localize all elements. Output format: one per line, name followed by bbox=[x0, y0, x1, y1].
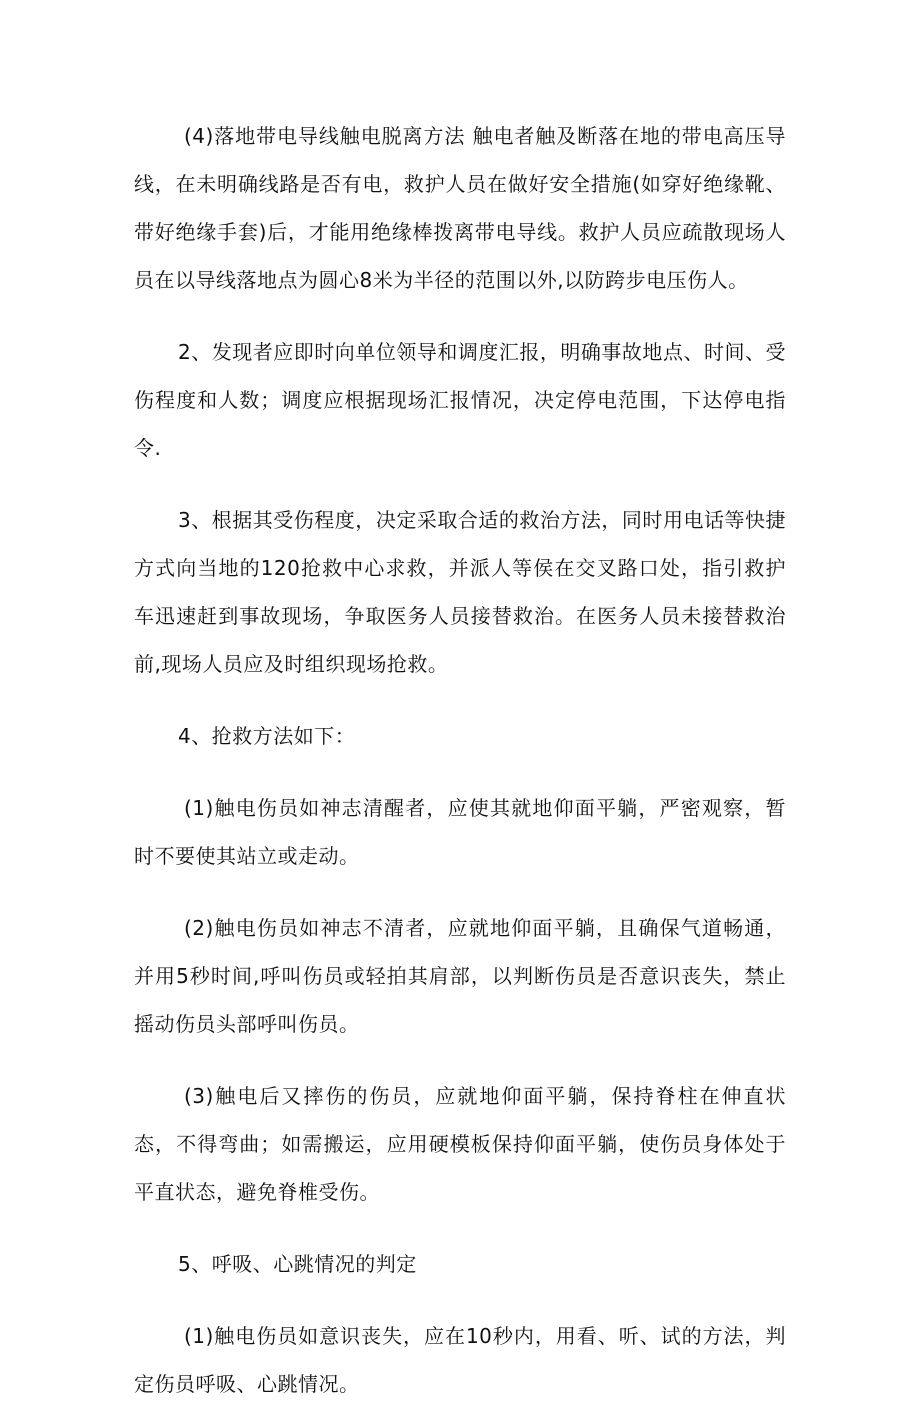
paragraph-report-to-leadership: 2、发现者应即时向单位领导和调度汇报，明确事故地点、时间、受伤程度和人数；调度应根据现场汇报情况，决定停电范围，下达停电指令. bbox=[134, 340, 786, 460]
paragraph-1-conscious-victim: (1)触电伤员如神志清醒者，应使其就地仰面平躺，严密观察，暂时不要使其站立或走动。 bbox=[134, 796, 786, 868]
paragraph-rescue-methods-heading: 4、抢救方法如下： bbox=[178, 724, 356, 748]
paragraph-4-fallen-wire: (4)落地带电导线触电脱离方法 触电者触及断落在地的带电高压导线，在未明确线路是否有电，救护人员在做好安全措施(如穿好绝缘靴、带好绝缘手套)后，才能用绝缘棒拨离带电导线。救护人员应疏散现场人员在以导线落地点为圆心8米为半径的范围以外,以防跨步电压伤人。 bbox=[134, 124, 786, 292]
paragraph-1-assess-breathing: (1)触电伤员如意识丧失，应在10秒内，用看、听、试的方法，判定伤员呼吸、心跳情况。 bbox=[134, 1324, 786, 1396]
paragraph-call-for-rescue: 3、根据其受伤程度，决定采取合适的救治方法，同时用电话等快捷方式向当地的120抢救中心求救，并派人等侯在交叉路口处，指引救护车迅速赶到事故现场，争取医务人员接替救治。在医务人员未接替救治前,现场人员应及时组织现场抢救。 bbox=[134, 508, 786, 676]
paragraph-breathing-heartbeat-heading: 5、呼吸、心跳情况的判定 bbox=[178, 1252, 417, 1276]
paragraph-2-unconscious-victim: (2)触电伤员如神志不清者，应就地仰面平躺，且确保气道畅通，并用5秒时间,呼叫伤员或轻拍其肩部，以判断伤员是否意识丧失，禁止摇动伤员头部呼叫伤员。 bbox=[134, 916, 786, 1036]
paragraph-3-injured-victim: (3)触电后又摔伤的伤员，应就地仰面平躺，保持脊柱在伸直状态，不得弯曲；如需搬运，应用硬模板保持仰面平躺，使伤员身体处于平直状态，避免脊椎受伤。 bbox=[134, 1084, 786, 1204]
